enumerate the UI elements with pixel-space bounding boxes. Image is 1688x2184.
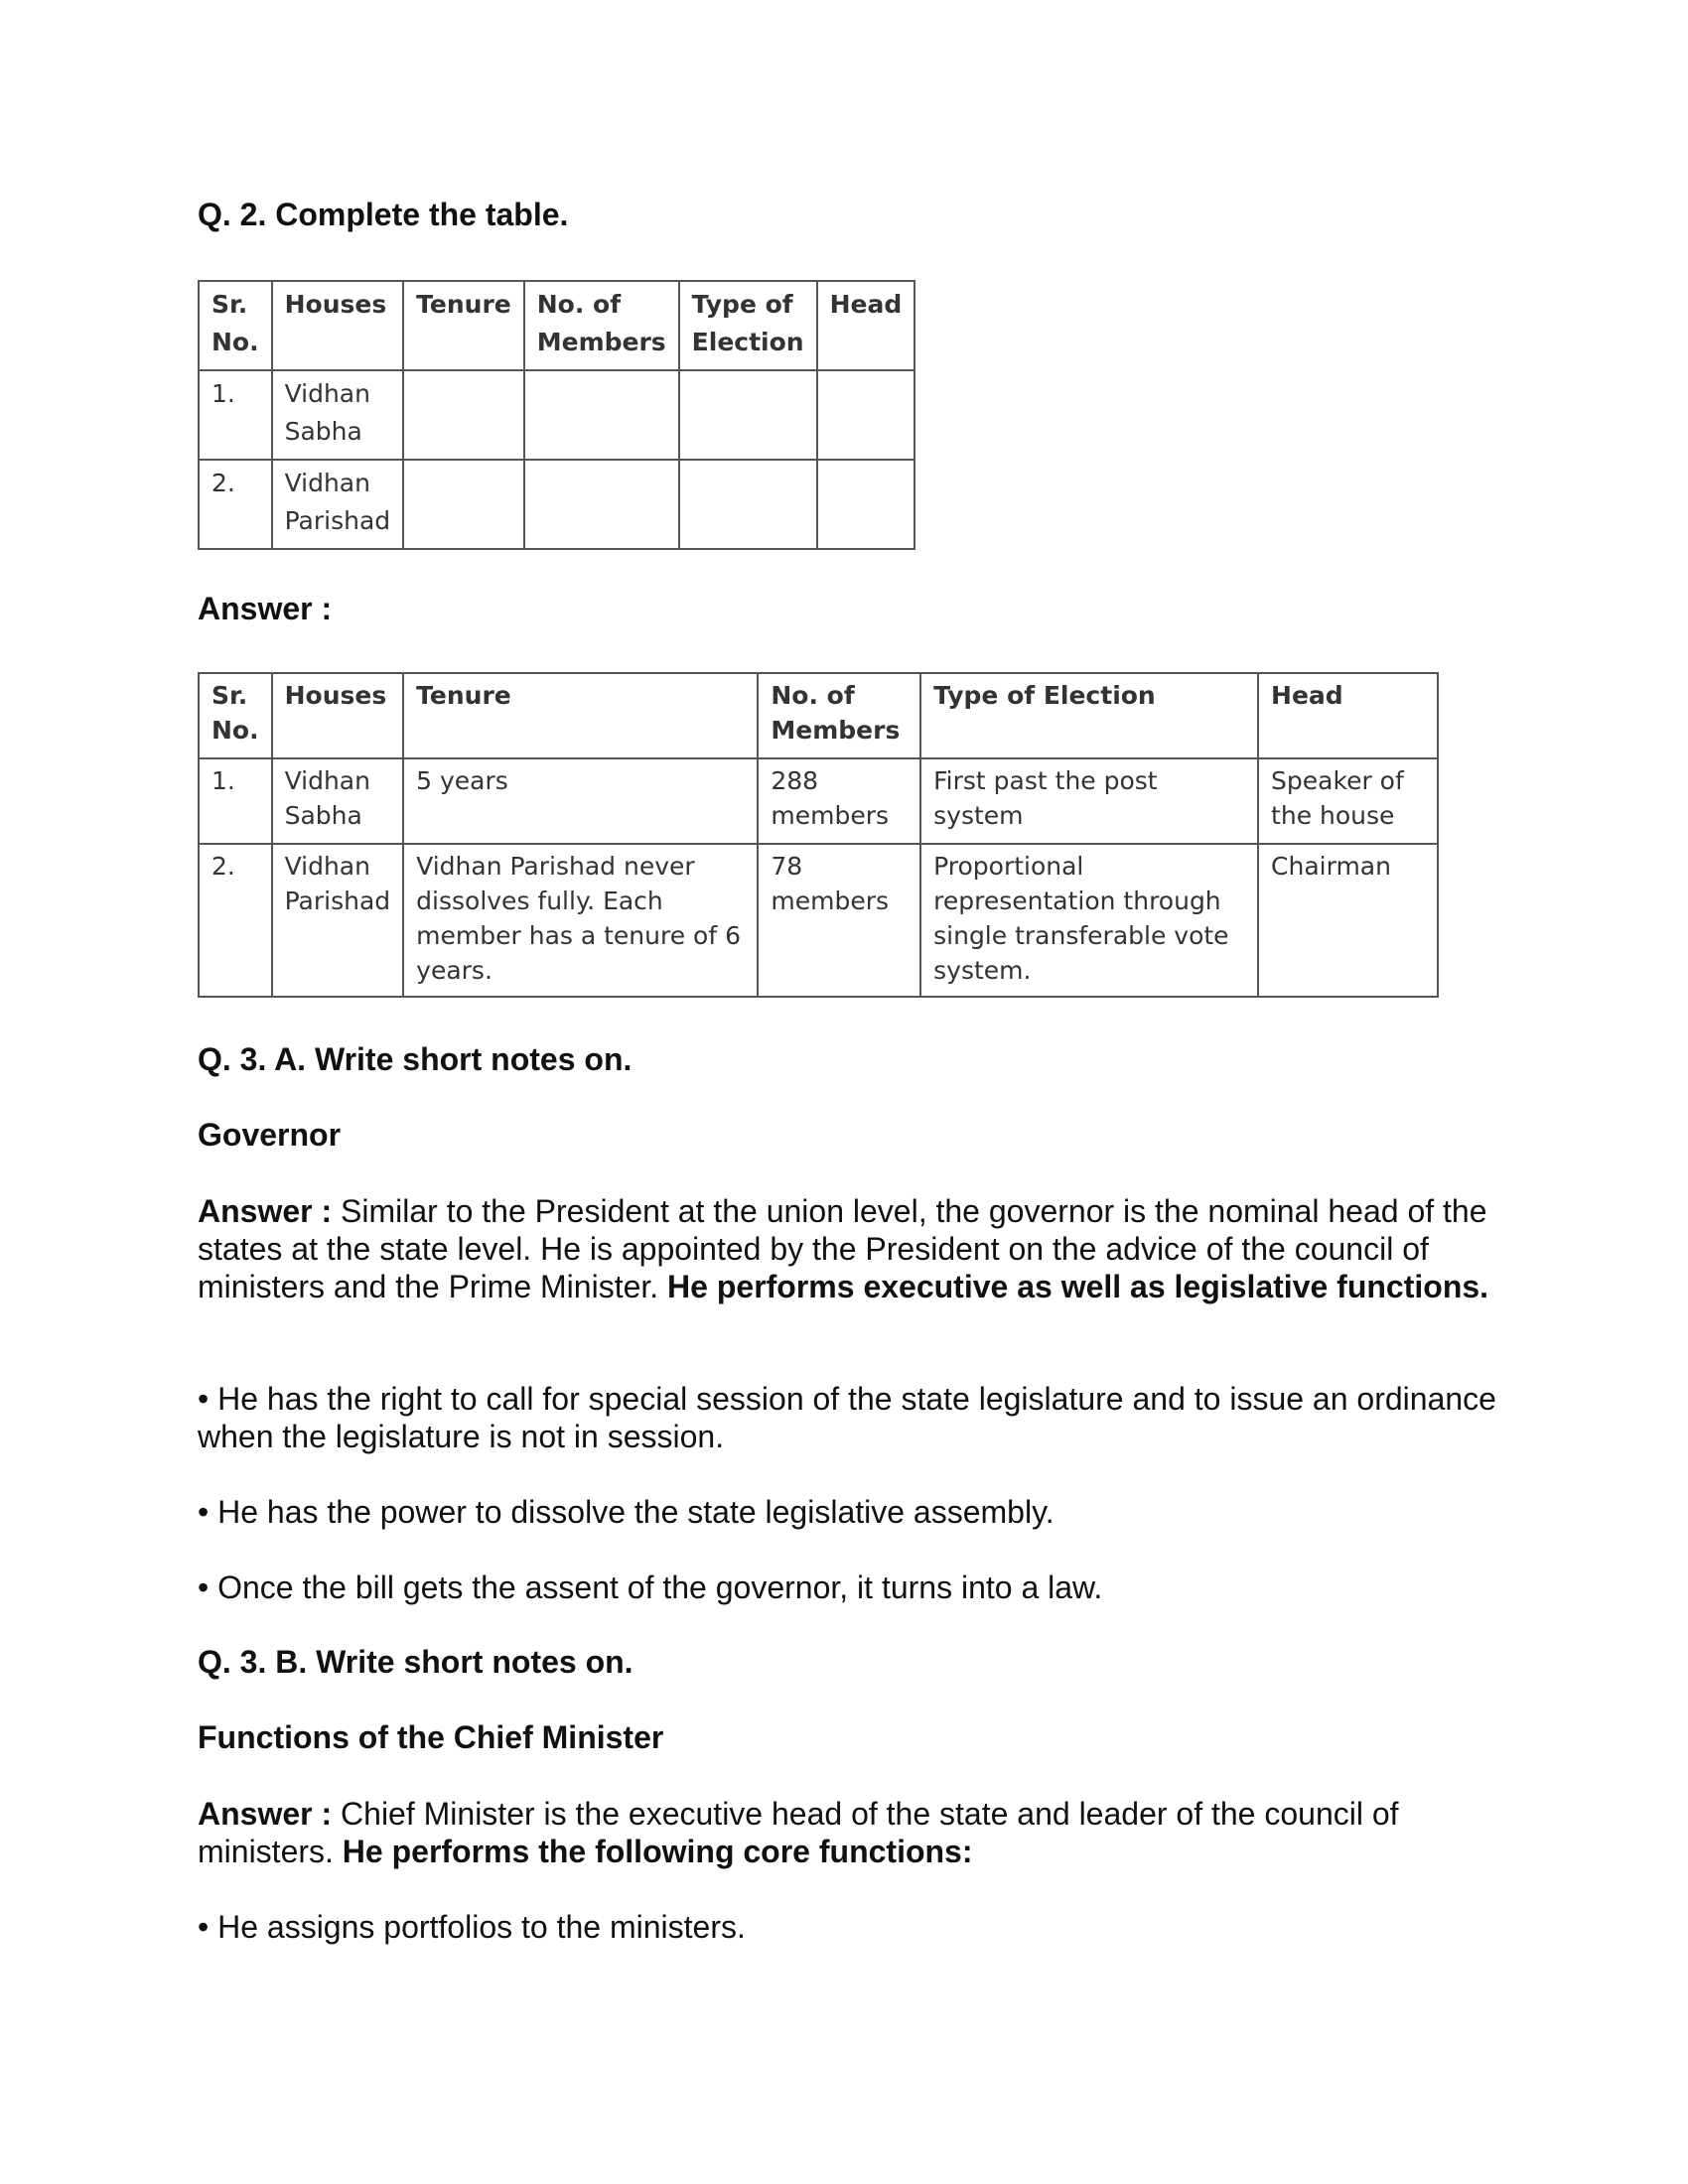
table-row (199, 460, 914, 549)
table-row (199, 844, 1438, 997)
header-election: Type of Election (920, 673, 1258, 758)
cell-head: Speaker of the house (1258, 758, 1438, 844)
table-row (199, 370, 914, 460)
header-members: No. of Members (758, 673, 920, 758)
cell-houses: Vidhan Parishad (272, 460, 404, 549)
list-item: • He has the power to dissolve the state legislative assembly. (198, 1494, 1055, 1530)
q3b-topic: Functions of the Chief Minister (198, 1719, 664, 1755)
table-row (199, 758, 1438, 844)
list-item: • He assigns portfolios to the ministers. (198, 1909, 746, 1945)
cell-houses: Vidhan Parishad (272, 844, 404, 997)
cell-sr-no: 1. (199, 758, 272, 844)
q3a-topic: Governor (198, 1117, 342, 1153)
header-sr-no: Sr. No. (199, 673, 272, 758)
cell-members (524, 370, 679, 460)
table-header-row (199, 281, 914, 370)
table-header-row (199, 673, 1438, 758)
cell-head (817, 460, 915, 549)
q2-heading: Q. 2. Complete the table. (198, 197, 569, 232)
answer-bold-text: He performs the following core functions: (342, 1834, 973, 1869)
q2-blank-table (198, 280, 915, 550)
cell-members: 288 members (758, 758, 920, 844)
q3a-heading: Q. 3. A. Write short notes on. (198, 1041, 633, 1077)
cell-election (679, 460, 817, 549)
answer-bold-text: He performs executive as well as legislative functions. (667, 1269, 1489, 1304)
header-head: Head (817, 281, 915, 370)
cell-houses: Vidhan Sabha (272, 370, 404, 460)
header-head: Head (1258, 673, 1438, 758)
q2-answer-label: Answer : (198, 591, 333, 626)
header-sr-no: Sr. No. (199, 281, 272, 370)
answer-label: Answer : (198, 1796, 333, 1832)
cell-tenure: 5 years (403, 758, 758, 844)
header-houses: Houses (272, 281, 404, 370)
header-members: No. of Members (524, 281, 679, 370)
q3b-heading: Q. 3. B. Write short notes on. (198, 1644, 633, 1680)
cell-head: Chairman (1258, 844, 1438, 997)
cell-sr-no: 2. (199, 460, 272, 549)
cell-sr-no: 1. (199, 370, 272, 460)
q3b-answer (198, 1795, 1508, 1870)
cell-tenure (403, 460, 524, 549)
answer-label: Answer : (198, 1193, 333, 1229)
header-tenure: Tenure (403, 673, 758, 758)
cell-members (524, 460, 679, 549)
header-houses: Houses (272, 673, 404, 758)
cell-tenure (403, 370, 524, 460)
list-item: • He has the right to call for special session of the state legislature and to issue an ordinance when the legislature is not in session. (198, 1381, 1496, 1454)
answer-text: Similar to the President at the union level, the governor is the nominal head of the states at the state level. He is appointed by the President on the advice of the council of ministers and the Prime Minister. (198, 1193, 1487, 1304)
cell-sr-no: 2. (199, 844, 272, 997)
cell-tenure: Vidhan Parishad never dissolves fully. Each member has a tenure of 6 years. (403, 844, 758, 997)
cell-members: 78 members (758, 844, 920, 997)
cell-head (817, 370, 915, 460)
answer-text: Chief Minister is the executive head of the state and leader of the council of ministers. (198, 1796, 1399, 1869)
cell-election: First past the post system (920, 758, 1258, 844)
header-election: Type of Election (679, 281, 817, 370)
cell-election (679, 370, 817, 460)
q2-answer-table (198, 672, 1439, 998)
list-item: • Once the bill gets the assent of the governor, it turns into a law. (198, 1570, 1103, 1605)
cell-election: Proportional representation through single transferable vote system. (920, 844, 1258, 997)
cell-houses: Vidhan Sabha (272, 758, 404, 844)
q3a-answer (198, 1192, 1508, 1305)
header-tenure: Tenure (403, 281, 524, 370)
